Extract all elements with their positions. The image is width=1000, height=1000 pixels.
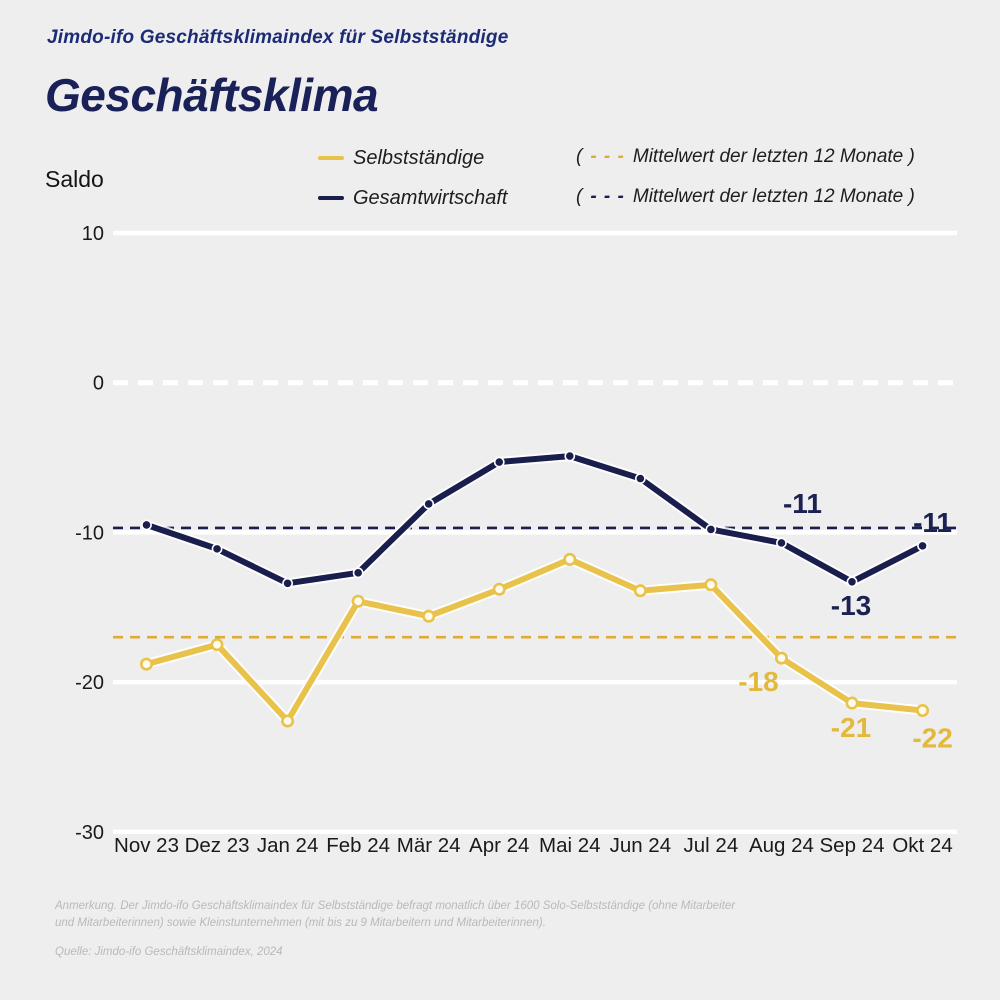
data-point-selbstständige (282, 716, 292, 726)
mean-label: Mittelwert der letzten 12 Monate (632, 146, 904, 167)
x-tick-label: Aug 24 (748, 834, 814, 857)
x-tick-label: Mai 24 (539, 834, 601, 857)
data-point-gesamtwirtschaft (565, 451, 574, 460)
legend-label-selbststaendige: Selbstständige (353, 146, 485, 169)
data-point-gesamtwirtschaft (847, 577, 856, 586)
paren-open: ( (576, 146, 583, 167)
mean-dashes-yellow: - - - (590, 146, 625, 167)
series-line-gesamtwirtschaft (147, 456, 923, 583)
series-line-selbstständige (147, 559, 923, 721)
chart-footer (55, 898, 745, 961)
point-label: -21 (830, 712, 872, 744)
y-axis-title: Saldo (45, 166, 104, 192)
data-point-selbstständige (847, 698, 857, 708)
series-halo-gesamtwirtschaft (147, 456, 923, 583)
chart-kicker: Jimdo-ifo Geschäftsklimaindex für Selbstständige (47, 27, 509, 48)
x-tick-label: Apr 24 (469, 834, 530, 857)
point-label: -18 (738, 666, 779, 698)
y-tick-label: 0 (92, 372, 104, 395)
x-tick-label: Okt 24 (892, 834, 953, 857)
point-label: -22 (912, 722, 953, 754)
mean-dashes-navy: - - - (590, 186, 625, 207)
x-tick-label: Sep 24 (819, 834, 885, 857)
x-tick-label: Dez 23 (184, 834, 250, 857)
paren-open: ( (576, 186, 583, 207)
data-point-gesamtwirtschaft (424, 499, 433, 508)
data-point-selbstständige (635, 586, 645, 596)
source: Quelle: Jimdo-ifo Geschäftsklimaindex, 2024 (55, 945, 283, 958)
footnote: Anmerkung. Der Jimdo-ifo Geschäftsklimaindex für Selbstständige befragt monatlich über 1600 Solo-Selbstständige (ohne Mitarbeiter und Mitarbeiterinnen) sowie Kleinstunternehmen (mit bis zu 9 Mitarbeitern und Mitarbeiterinnen). (55, 900, 736, 930)
data-point-gesamtwirtschaft (142, 520, 151, 529)
data-point-gesamtwirtschaft (212, 544, 221, 553)
point-label: -11 (913, 506, 953, 538)
mean-label: Mittelwert der letzten 12 Monate (632, 186, 904, 207)
data-point-selbstständige (212, 639, 222, 649)
x-tick-label: Mär 24 (396, 834, 461, 857)
data-point-gesamtwirtschaft (636, 474, 645, 483)
legend-label-gesamtwirtschaft: Gesamtwirtschaft (353, 186, 508, 209)
paren-close: ) (908, 146, 915, 167)
x-tick-label: Jun 24 (609, 834, 672, 857)
page-title: Geschäftsklima (45, 69, 379, 121)
data-point-selbstständige (494, 584, 504, 594)
data-point-gesamtwirtschaft (495, 457, 504, 466)
data-point-selbstständige (776, 653, 786, 663)
x-tick-label: Nov 23 (114, 834, 179, 857)
data-point-gesamtwirtschaft (918, 541, 927, 550)
point-label: -13 (830, 589, 872, 621)
x-tick-label: Jan 24 (256, 834, 319, 857)
paren-close: ) (908, 186, 915, 207)
data-point-gesamtwirtschaft (777, 538, 786, 547)
data-point-gesamtwirtschaft (354, 568, 363, 577)
x-tick-label: Jul 24 (683, 834, 739, 857)
y-tick-label: -10 (75, 522, 104, 545)
point-label: -11 (782, 487, 822, 519)
data-point-selbstständige (353, 596, 363, 606)
data-point-gesamtwirtschaft (706, 525, 715, 534)
data-point-gesamtwirtschaft (283, 579, 292, 588)
data-point-selbstständige (917, 705, 927, 715)
data-point-selbstständige (565, 554, 575, 564)
y-tick-label: -30 (75, 821, 104, 844)
data-point-selbstständige (141, 659, 151, 669)
y-tick-label: -20 (75, 672, 104, 695)
x-tick-label: Feb 24 (326, 834, 391, 857)
y-tick-label: 10 (81, 223, 104, 245)
data-point-selbstständige (706, 580, 716, 590)
data-point-selbstständige (424, 611, 434, 621)
